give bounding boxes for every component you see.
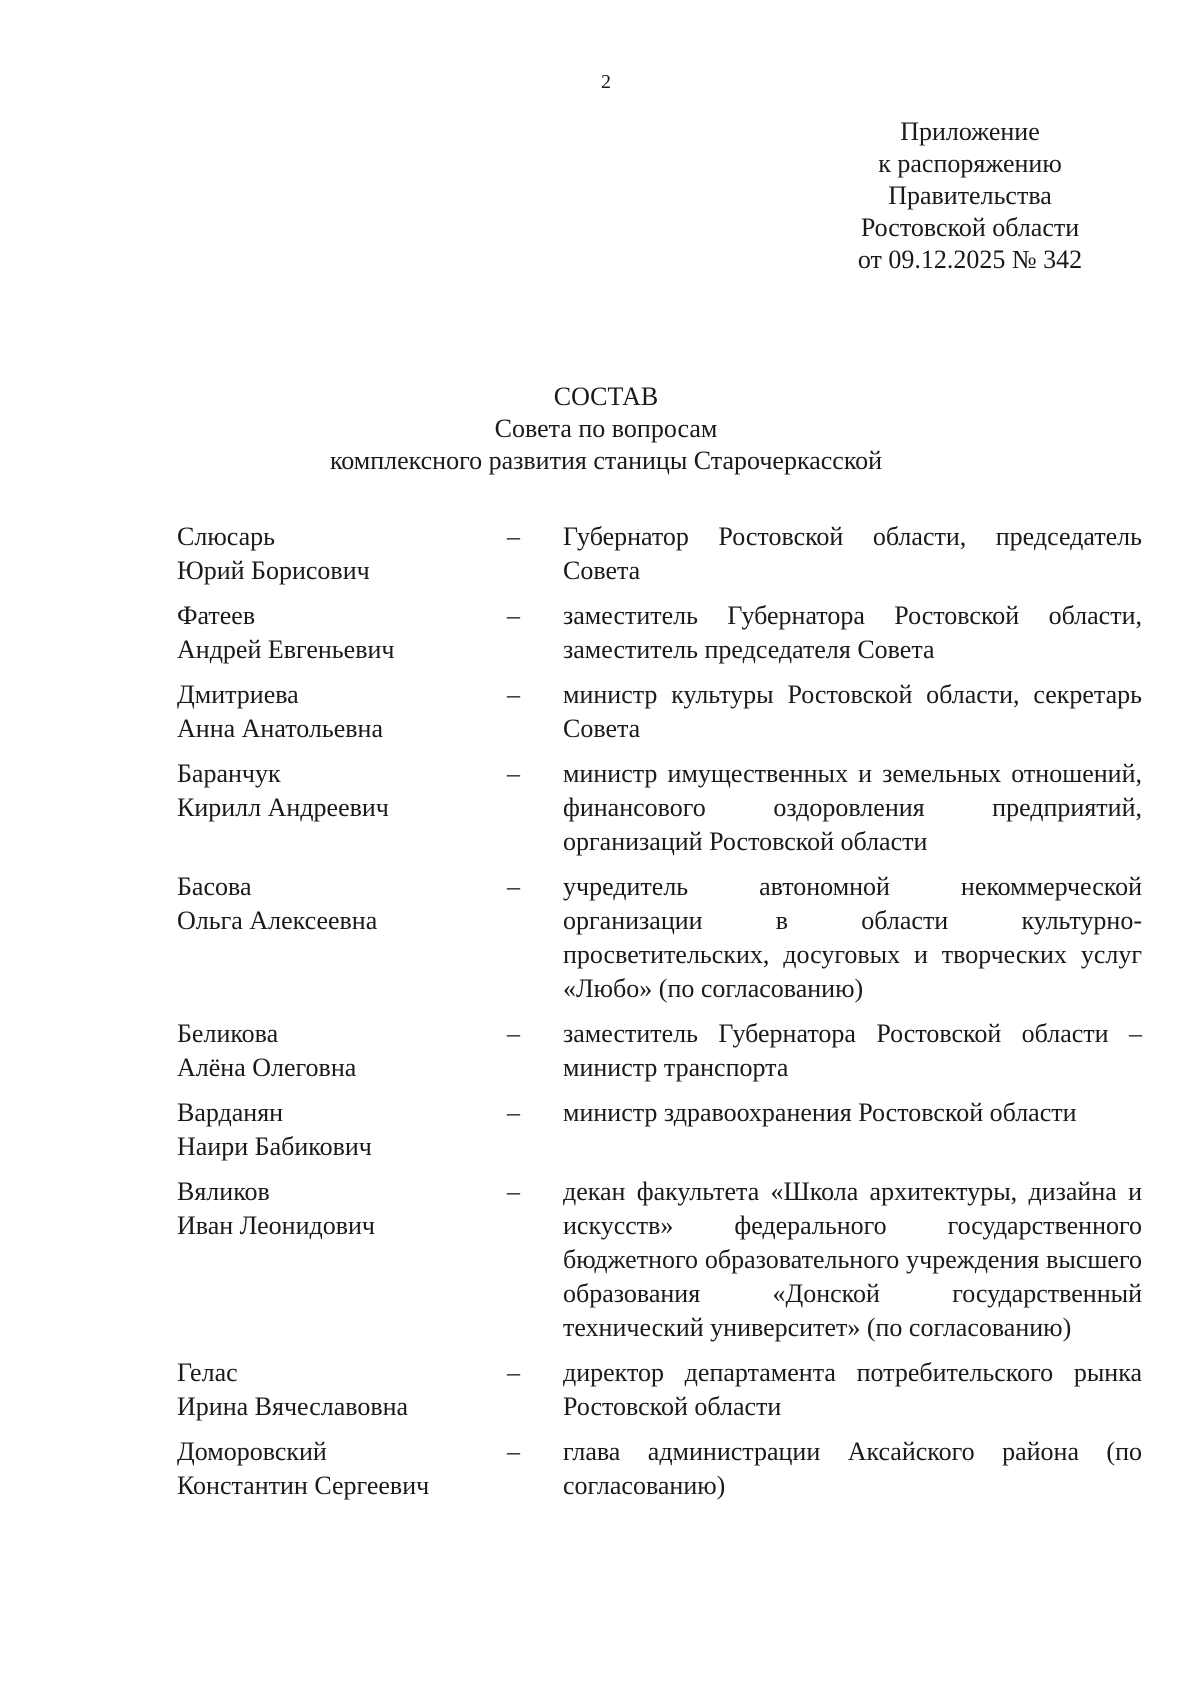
dash-separator: – bbox=[507, 1437, 520, 1466]
member-position: министр имущественных и земельных отношений, финансового оздоровления предприятий, организаций Ростовской области bbox=[563, 759, 1142, 856]
member-name bbox=[177, 1017, 507, 1085]
member-surname: Слюсарь bbox=[177, 522, 275, 551]
member-name bbox=[177, 757, 507, 825]
member-entry bbox=[177, 1356, 1142, 1424]
dash-separator: – bbox=[507, 759, 520, 788]
dash-separator: – bbox=[507, 601, 520, 630]
member-given-names: Юрий Борисович bbox=[177, 556, 370, 585]
member-given-names: Анна Анатольевна bbox=[177, 714, 383, 743]
member-surname: Варданян bbox=[177, 1098, 284, 1127]
member-entry bbox=[177, 1096, 1142, 1164]
member-given-names: Алёна Олеговна bbox=[177, 1053, 357, 1082]
dash-separator: – bbox=[507, 1177, 520, 1206]
member-name bbox=[177, 1175, 507, 1243]
member-name bbox=[177, 1356, 507, 1424]
member-surname: Басова bbox=[177, 872, 252, 901]
member-surname: Баранчук bbox=[177, 759, 281, 788]
member-entry bbox=[177, 520, 1142, 588]
member-given-names: Наири Бабикович bbox=[177, 1132, 372, 1161]
member-entry bbox=[177, 678, 1142, 746]
member-name bbox=[177, 678, 507, 746]
member-position: министр культуры Ростовской области, секретарь Совета bbox=[563, 680, 1142, 743]
member-position: заместитель Губернатора Ростовской области – министр транспорта bbox=[563, 1019, 1142, 1082]
member-given-names: Ольга Алексеевна bbox=[177, 906, 378, 935]
member-name bbox=[177, 520, 507, 588]
member-name bbox=[177, 599, 507, 667]
member-surname: Беликова bbox=[177, 1019, 279, 1048]
appendix-line: Приложение bbox=[900, 117, 1040, 146]
dash-separator: – bbox=[507, 680, 520, 709]
member-given-names: Андрей Евгеньевич bbox=[177, 635, 395, 664]
appendix-header bbox=[820, 116, 1120, 276]
members-list bbox=[177, 520, 1142, 1514]
member-given-names: Кирилл Андреевич bbox=[177, 793, 389, 822]
member-name bbox=[177, 1096, 507, 1164]
member-position: Губернатор Ростовской области, председатель Совета bbox=[563, 522, 1142, 585]
member-entry bbox=[177, 757, 1142, 859]
title-line: Совета по вопросам bbox=[494, 414, 718, 443]
member-entry bbox=[177, 1175, 1142, 1345]
member-position: заместитель Губернатора Ростовской области, заместитель председателя Совета bbox=[563, 601, 1142, 664]
member-position: глава администрации Аксайского района (по согласованию) bbox=[563, 1437, 1142, 1500]
dash-separator: – bbox=[507, 1358, 520, 1387]
member-surname: Фатеев bbox=[177, 601, 256, 630]
member-given-names: Ирина Вячеславовна bbox=[177, 1392, 409, 1421]
member-given-names: Иван Леонидович bbox=[177, 1211, 375, 1240]
member-position: декан факультета «Школа архитектуры, дизайна и искусств» федерального государственного бюджетного образовательного учреждения высшего образования «Донской государственный технический университет» (по согласованию) bbox=[563, 1177, 1142, 1342]
appendix-line: от 09.12.2025 № 342 bbox=[857, 245, 1083, 274]
member-position: министр здравоохранения Ростовской области bbox=[563, 1098, 1077, 1127]
appendix-line: Правительства bbox=[888, 181, 1052, 210]
dash-separator: – bbox=[507, 872, 520, 901]
member-entry bbox=[177, 870, 1142, 1006]
member-surname: Доморовский bbox=[177, 1437, 327, 1466]
page-number: 2 bbox=[601, 71, 611, 93]
member-entry bbox=[177, 1017, 1142, 1085]
member-surname: Дмитриева bbox=[177, 680, 299, 709]
member-entry bbox=[177, 1435, 1142, 1503]
member-position: учредитель автономной некоммерческой организации в области культурно-просветительских, досуговых и творческих услуг «Любо» (по согласованию) bbox=[563, 872, 1142, 1003]
title-heading: СОСТАВ bbox=[553, 382, 659, 411]
dash-separator: – bbox=[507, 1019, 520, 1048]
appendix-line: Ростовской области bbox=[860, 213, 1080, 242]
member-name bbox=[177, 870, 507, 938]
member-surname: Вяликов bbox=[177, 1177, 270, 1206]
document-title bbox=[0, 381, 1200, 477]
title-line: комплексного развития станицы Старочеркасской bbox=[329, 446, 883, 475]
appendix-line: к распоряжению bbox=[878, 149, 1062, 178]
dash-separator: – bbox=[507, 1098, 520, 1127]
member-name bbox=[177, 1435, 507, 1503]
member-position: директор департамента потребительского рынка Ростовской области bbox=[563, 1358, 1142, 1421]
member-surname: Гелас bbox=[177, 1358, 238, 1387]
dash-separator: – bbox=[507, 522, 520, 551]
member-given-names: Константин Сергеевич bbox=[177, 1471, 430, 1500]
member-entry bbox=[177, 599, 1142, 667]
